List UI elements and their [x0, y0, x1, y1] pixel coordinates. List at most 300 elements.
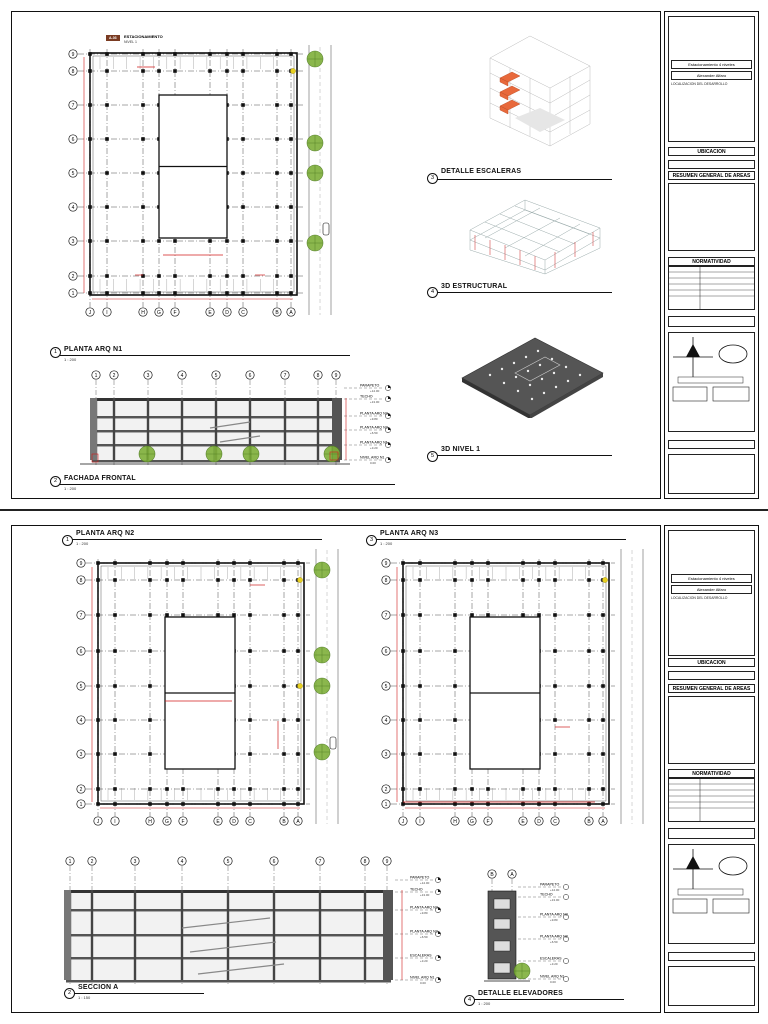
building-column	[134, 890, 136, 980]
structural-column	[88, 239, 92, 243]
tb-note: LOCALIZACION DEL DESARROLLO	[671, 82, 728, 86]
tb-row	[668, 671, 755, 680]
grid-col-label: 8	[363, 858, 367, 865]
structural-column	[208, 291, 212, 295]
grid-col-label: F	[181, 818, 185, 825]
end-wall	[90, 398, 97, 460]
structural-column	[296, 613, 300, 617]
structural-column	[453, 787, 457, 791]
structural-column	[88, 205, 92, 209]
structural-column	[225, 274, 229, 278]
structural-column	[165, 802, 169, 806]
building-column	[284, 398, 286, 460]
sheet-header-title: ESTACIONAMIENTO	[124, 34, 163, 39]
structural-column	[173, 274, 177, 278]
structural-column	[148, 787, 152, 791]
grid-row-label: 1	[79, 801, 83, 808]
tb-box	[668, 966, 755, 1006]
structural-column	[296, 718, 300, 722]
plan-n3-drawing	[365, 549, 650, 839]
level-name: ESCALERAS	[540, 956, 562, 961]
structural-column	[275, 69, 279, 73]
structural-column	[208, 239, 212, 243]
structural-column	[275, 171, 279, 175]
structural-column	[148, 752, 152, 756]
structural-column	[521, 561, 525, 565]
structural-column	[105, 291, 109, 295]
grid-row-label: 8	[384, 577, 388, 584]
grid-row-label: 3	[384, 751, 388, 758]
structural-column	[241, 103, 245, 107]
grid-row-label: 7	[79, 612, 83, 619]
grid-col-label: H	[141, 309, 145, 316]
structural-column	[96, 561, 100, 565]
structural-column	[486, 802, 490, 806]
structural-column	[248, 578, 252, 582]
grid-col-label: 5	[214, 372, 218, 379]
structural-column	[208, 274, 212, 278]
grid-col-label: 6	[248, 372, 252, 379]
structural-column	[141, 239, 145, 243]
structural-column	[601, 561, 605, 565]
grid-row-label: 7	[71, 102, 75, 109]
structural-column	[113, 561, 117, 565]
structural-column	[470, 613, 474, 617]
structural-column	[88, 274, 92, 278]
structural-column	[248, 718, 252, 722]
grid-col-label: J	[88, 309, 92, 316]
car-icon	[330, 737, 336, 749]
level-marker-icon-fill	[438, 977, 441, 980]
structural-column	[232, 802, 236, 806]
structural-column	[248, 649, 252, 653]
tb-project-name: Estacionamiento 4 niveles	[671, 60, 752, 69]
title-underline	[74, 993, 204, 994]
view-title: PLANTA ARQ N2	[76, 530, 135, 537]
level-marker-icon-fill	[388, 396, 391, 399]
stair-detail-3d	[470, 28, 605, 148]
structural-column	[401, 613, 405, 617]
structural-column	[275, 137, 279, 141]
structural-column	[521, 802, 525, 806]
structural-column	[289, 52, 293, 56]
level-name: TECHO	[360, 394, 373, 399]
title-underline	[474, 999, 624, 1000]
structural-column	[289, 103, 293, 107]
structural-column	[181, 561, 185, 565]
structural-column	[537, 613, 541, 617]
structural-column	[587, 787, 591, 791]
structural-column	[241, 291, 245, 295]
grid-row-label: 9	[71, 51, 75, 58]
grid-col-label: D	[225, 309, 229, 316]
grid-row-label: 6	[79, 648, 83, 655]
tb-row	[668, 160, 755, 169]
grid-row-label: 4	[71, 204, 75, 211]
structural-column	[113, 752, 117, 756]
tb-note: LOCALIZACION DEL DESARROLLO	[671, 596, 728, 600]
structural-column	[470, 802, 474, 806]
structural-column	[141, 291, 145, 295]
structural-column	[148, 684, 152, 688]
building-column	[364, 890, 366, 980]
view-number: 3	[366, 535, 377, 546]
structural-column	[296, 802, 300, 806]
grid-col-label: B	[275, 309, 279, 316]
plan-n1-drawing	[55, 45, 355, 330]
view-number: 2	[64, 988, 75, 999]
structural-column	[401, 752, 405, 756]
structural-3d	[465, 190, 605, 275]
view-number: 3	[427, 173, 438, 184]
structural-column	[601, 802, 605, 806]
structural-column	[88, 103, 92, 107]
structural-column	[113, 684, 117, 688]
structural-column	[248, 613, 252, 617]
level-name: NIVEL ARQ N1	[410, 975, 435, 980]
grid-row-label: 9	[384, 560, 388, 567]
marker-icon	[297, 577, 302, 582]
building-column	[273, 890, 275, 980]
structural-column	[587, 649, 591, 653]
sheet-separator	[0, 509, 768, 511]
structural-column	[181, 787, 185, 791]
structural-column	[537, 787, 541, 791]
grid-row-label: 2	[384, 786, 388, 793]
tb-row	[668, 316, 755, 327]
level-elevation: +3.20	[420, 959, 428, 963]
structural-column	[401, 718, 405, 722]
structural-column	[113, 578, 117, 582]
plan-n2-drawing	[60, 549, 345, 839]
grid-col-label: 7	[318, 858, 322, 865]
structural-column	[216, 561, 220, 565]
structural-column	[453, 578, 457, 582]
grid-col-label: H	[453, 818, 457, 825]
grid-col-label: 2	[112, 372, 116, 379]
building-column	[91, 890, 93, 980]
grid-col-label: 3	[146, 372, 150, 379]
grid-row-label: 5	[384, 683, 388, 690]
level-elevation: +13.00	[420, 893, 430, 897]
structural-column	[587, 684, 591, 688]
tb-row	[668, 952, 755, 961]
sheet-header-subtitle: NIVEL 1	[124, 40, 137, 44]
grid-row-label: 6	[384, 648, 388, 655]
floor-slab	[66, 980, 391, 983]
structural-column	[521, 787, 525, 791]
level1-3d	[460, 333, 605, 418]
tb-location-map	[668, 332, 755, 432]
grid-row-label: 6	[71, 136, 75, 143]
structural-column	[401, 578, 405, 582]
structural-column	[173, 239, 177, 243]
structural-column	[553, 752, 557, 756]
structural-column	[587, 718, 591, 722]
structural-column	[453, 684, 457, 688]
structural-column	[282, 578, 286, 582]
level-marker-icon-fill	[438, 931, 441, 934]
structural-column	[418, 561, 422, 565]
tb-resumen-box	[668, 183, 755, 251]
structural-column	[216, 802, 220, 806]
structural-column	[418, 752, 422, 756]
structural-column	[141, 52, 145, 56]
structural-column	[208, 69, 212, 73]
grid-col-label: B	[282, 818, 286, 825]
structural-column	[105, 239, 109, 243]
structural-column	[289, 171, 293, 175]
view-number: 1	[50, 347, 61, 358]
grid-col-label: 3	[133, 858, 137, 865]
view-scale: 1 : 200	[478, 1001, 491, 1006]
structural-column	[88, 137, 92, 141]
structural-column	[486, 787, 490, 791]
end-wall	[383, 890, 393, 980]
structural-column	[537, 561, 541, 565]
level-marker-icon-fill	[388, 457, 391, 460]
structural-column	[232, 561, 236, 565]
structural-column	[401, 684, 405, 688]
grid-row-label: 9	[79, 560, 83, 567]
marker-icon	[297, 683, 302, 688]
sheet-tag: A-03	[106, 35, 120, 41]
structural-column	[553, 613, 557, 617]
level-marker-icon-fill	[388, 413, 391, 416]
grid-col-label: 4	[180, 858, 184, 865]
structural-column	[241, 274, 245, 278]
structural-column	[275, 274, 279, 278]
grid-row-label: 5	[71, 170, 75, 177]
view-scale: 1 : 200	[64, 357, 77, 362]
structural-column	[96, 578, 100, 582]
grid-row-label: 1	[71, 290, 75, 297]
view-scale: 1 : 200	[380, 541, 393, 546]
level-name: ESCALERAS	[410, 953, 432, 958]
structural-column	[453, 613, 457, 617]
grid-col-label: 2	[90, 858, 94, 865]
tb-ubicacion: UBICACION	[668, 658, 755, 667]
structural-column	[470, 578, 474, 582]
structural-column	[248, 802, 252, 806]
level-name: PLANTA ARQ N2	[360, 425, 388, 430]
level-name: PLANTA ARQ N3	[360, 411, 388, 416]
structural-column	[113, 787, 117, 791]
level-name: PARAPETO	[540, 882, 560, 887]
view-title: DETALLE ESCALERAS	[441, 168, 522, 175]
level-elevation: +9.80	[370, 417, 378, 421]
structural-column	[165, 561, 169, 565]
structural-column	[181, 613, 185, 617]
structural-column	[282, 684, 286, 688]
level-elevation: +14.00	[550, 888, 560, 892]
level-marker-icon-fill	[388, 442, 391, 445]
view-scale: 1 : 200	[64, 486, 77, 491]
view-title: PLANTA ARQ N1	[64, 346, 123, 353]
level-elevation: +3.20	[370, 446, 378, 450]
structural-column	[148, 649, 152, 653]
structural-column	[88, 171, 92, 175]
level-elevation: +13.00	[550, 898, 560, 902]
grid-col-label: D	[537, 818, 541, 825]
grid-col-label: I	[419, 818, 421, 825]
building-column	[113, 398, 115, 460]
structural-column	[113, 718, 117, 722]
building-column	[227, 890, 229, 980]
level-marker-icon-fill	[438, 877, 441, 880]
level-marker-icon	[563, 894, 568, 899]
grid-col-label: 8	[316, 372, 320, 379]
grid-col-label: E	[208, 309, 212, 316]
grid-col-label: E	[216, 818, 220, 825]
structural-column	[282, 613, 286, 617]
level-marker-icon	[563, 958, 568, 963]
structural-column	[141, 69, 145, 73]
view-scale: 1 : 150	[78, 995, 91, 1000]
level-name: PARAPETO	[410, 875, 430, 880]
view-number: 4	[464, 995, 475, 1006]
grid-row-label: 1	[384, 801, 388, 808]
level-elevation: +6.50	[550, 940, 558, 944]
structural-column	[157, 69, 161, 73]
view-title: 3D ESTRUCTURAL	[441, 283, 508, 290]
structural-column	[289, 274, 293, 278]
grid-col-label: 9	[385, 858, 389, 865]
structural-column	[157, 274, 161, 278]
structural-column	[418, 787, 422, 791]
grid-col-label: 5	[226, 858, 230, 865]
structural-column	[289, 239, 293, 243]
tb-row	[668, 828, 755, 839]
tb-resumen-box	[668, 696, 755, 764]
structural-column	[282, 787, 286, 791]
structural-column	[225, 239, 229, 243]
level-elevation: +9.80	[420, 911, 428, 915]
structural-column	[289, 205, 293, 209]
structural-column	[521, 613, 525, 617]
structural-column	[232, 787, 236, 791]
structural-column	[470, 561, 474, 565]
level-marker-icon-fill	[388, 427, 391, 430]
sheet-2	[0, 514, 768, 1022]
structural-column	[88, 291, 92, 295]
structural-column	[282, 649, 286, 653]
marker-icon	[602, 577, 607, 582]
structural-column	[587, 613, 591, 617]
structural-column	[232, 613, 236, 617]
level-elevation: +9.80	[550, 918, 558, 922]
structural-column	[248, 787, 252, 791]
structural-column	[173, 291, 177, 295]
structural-column	[148, 578, 152, 582]
structural-column	[296, 787, 300, 791]
grid-col-label: H	[148, 818, 152, 825]
grid-col-label: A	[510, 871, 514, 878]
structural-column	[453, 718, 457, 722]
structural-column	[225, 69, 229, 73]
building-column	[181, 890, 183, 980]
structural-column	[401, 649, 405, 653]
structural-column	[241, 171, 245, 175]
elevator-door	[494, 963, 510, 973]
structural-column	[96, 787, 100, 791]
structural-column	[453, 561, 457, 565]
structural-column	[587, 752, 591, 756]
structural-column	[401, 561, 405, 565]
structural-column	[241, 137, 245, 141]
grid-row-label: 8	[71, 68, 75, 75]
tb-location-map	[668, 844, 755, 944]
structural-column	[181, 802, 185, 806]
grid-row-label: 4	[79, 717, 83, 724]
structural-column	[418, 718, 422, 722]
elevator-door	[494, 899, 510, 909]
grid-col-label: C	[241, 309, 245, 316]
level-marker-icon	[563, 884, 568, 889]
structural-column	[241, 52, 245, 56]
grid-col-label: J	[401, 818, 405, 825]
structural-column	[113, 613, 117, 617]
structural-column	[232, 578, 236, 582]
tb-row	[668, 440, 755, 449]
structural-column	[96, 718, 100, 722]
structural-column	[216, 787, 220, 791]
structural-column	[401, 802, 405, 806]
marker-icon	[290, 68, 295, 73]
grid-col-label: E	[521, 818, 525, 825]
grid-col-label: D	[232, 818, 236, 825]
view-number: 1	[62, 535, 73, 546]
structural-column	[275, 52, 279, 56]
building-column	[181, 398, 183, 460]
structural-column	[113, 802, 117, 806]
structural-column	[453, 752, 457, 756]
grid-col-label: G	[165, 818, 169, 825]
grid-col-label: C	[248, 818, 252, 825]
view-title: SECCION A	[78, 984, 119, 991]
structural-column	[241, 239, 245, 243]
structural-column	[141, 137, 145, 141]
tb-project-name: Estacionamiento 4 niveles	[671, 574, 752, 583]
grid-col-label: J	[96, 818, 100, 825]
level-name: TECHO	[540, 892, 553, 897]
level-elevation: +3.20	[550, 962, 558, 966]
structural-column	[96, 684, 100, 688]
structural-column	[275, 291, 279, 295]
car-icon	[323, 223, 329, 235]
level-name: PLANTA ARQ N2	[540, 934, 568, 939]
level-elevation: +6.50	[420, 935, 428, 939]
grid-col-label: C	[553, 818, 557, 825]
structural-column	[105, 103, 109, 107]
structural-column	[105, 205, 109, 209]
structural-column	[241, 69, 245, 73]
level-elevation: +14.00	[420, 881, 430, 885]
structural-column	[157, 52, 161, 56]
structural-column	[275, 205, 279, 209]
structural-column	[173, 69, 177, 73]
sheet-1	[0, 0, 768, 508]
view-number: 4	[427, 287, 438, 298]
structural-column	[453, 649, 457, 653]
level-name: PARAPETO	[360, 383, 380, 388]
tb-ubicacion: UBICACION	[668, 147, 755, 156]
level-marker-icon-fill	[438, 955, 441, 958]
tb-author: Alexander Alfaro	[671, 71, 752, 80]
structural-column	[486, 613, 490, 617]
structural-column	[148, 613, 152, 617]
tb-normatividad: NORMATIVIDAD	[668, 769, 755, 778]
